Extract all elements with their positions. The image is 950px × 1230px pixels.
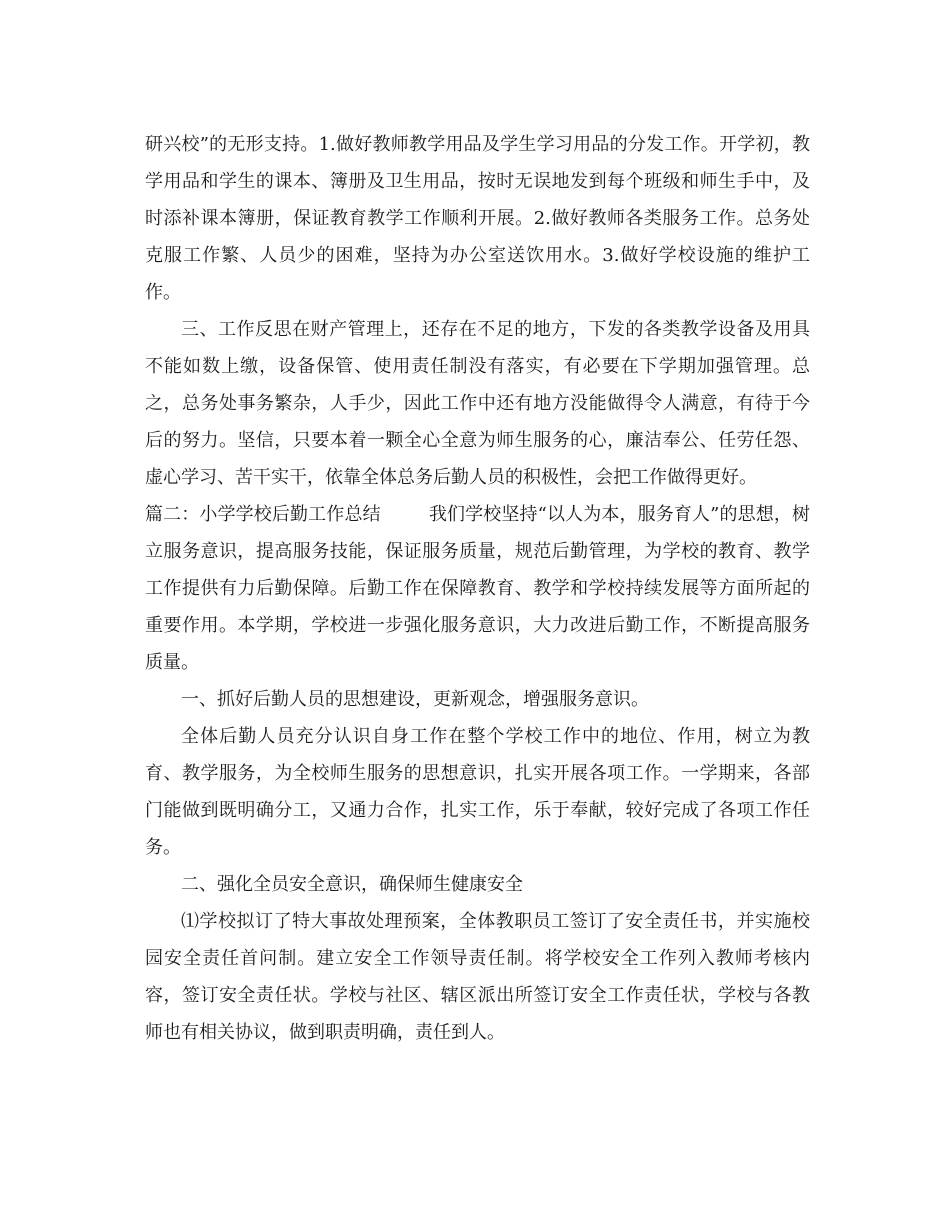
paragraph-logistics-support: 研兴校”的无形支持。1.做好教师教学用品及学生学习用品的分发工作。开学初，教学用品和学生的课本、簿册及卫生用品，按时无误地发到每个班级和师生手中，及时添补课本簿册，保证教育教学工作顺利开展。2.做好教师各类服务工作。总务处克服工作繁、人员少的困难，坚持为办公室送饮用水。3.做好学校设施的维护工作。 [145,134,810,303]
paragraph-safety-measures: ⑴学校拟订了特大事故处理预案，全体教职员工签订了安全责任书，并实施校园安全责任首问制。建立安全工作领导责任制。将学校安全工作列入教师考核内容，签订安全责任状。学校与社区、辖区派出所签订安全工作责任状，学校与各教师也有相关协议，做到职责明确，责任到人。 [145,911,810,1043]
part-two-intro: 我们学校坚持“以人为本，服务育人”的思想，树立服务意识，提高服务技能，保证服务质量，规范后勤管理，为学校的教育、教学工作提供有力后勤保障。后勤工作在保障教育、教学和学校持续发展等方面所起的重要作用。本学期，学校进一步强化服务意识，大力改进后勤工作，不断提高服务质量。 [145,504,811,673]
paragraph-work-reflection: 三、工作反思在财产管理上，还存在不足的地方，下发的各类教学设备及用具不能如数上缴，设备保管、使用责任制没有落实，有必要在下学期加强管理。总之，总务处事务繁杂，人手少，因此工作中还有地方没能做得令人满意，有待于今后的努力。坚信，只要本着一颗全心全意为师生服务的心，廉洁奉公、任劳任怨、虚心学习、苦干实干，依靠全体总务后勤人员的积极性，会把工作做得更好。 [145,319,810,488]
paragraph-part-two [145,496,810,681]
section-heading: 篇二：小学学校后勤工作总结 [145,504,381,525]
document-body [145,126,810,1051]
heading-safety-awareness: 二、强化全员安全意识，确保师生健康安全 [181,874,523,895]
paragraph-staff-awareness: 全体后勤人员充分认识自身工作在整个学校工作中的地位、作用，树立为教育、教学服务，为全校师生服务的思想意识，扎实开展各项工作。一学期来，各部门能做到既明确分工，又通力合作，扎实工作，乐于奉献，较好完成了各项工作任务。 [145,726,810,858]
heading-ideology-building: 一、抓好后勤人员的思想建设，更新观念，增强服务意识。 [181,689,649,710]
